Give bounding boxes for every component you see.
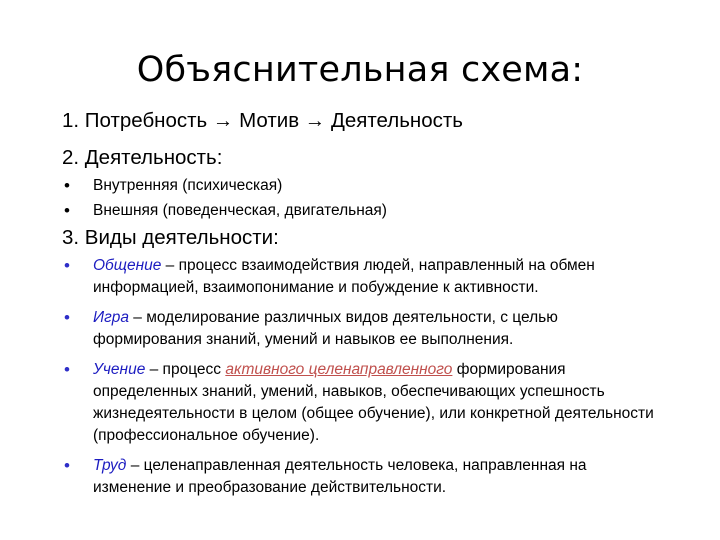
bullet-icon: • [64, 456, 70, 475]
definition-communication: – процесс взаимодействия людей, направленный на обмен информацией, взаимопонимание и побуждение к активности. [93, 257, 595, 296]
term-communication: Общение [93, 257, 162, 274]
list-item-text: Внутренняя (психическая) [93, 177, 283, 194]
bullet-icon: • [64, 256, 70, 275]
definition-play: – моделирование различных видов деятельности, с целью формирования знаний, умений и навыков ее выполнения. [93, 309, 558, 348]
list-item-communication [62, 255, 662, 299]
activity-kinds-list [62, 175, 662, 222]
bullet-icon: • [64, 201, 70, 220]
list-item [62, 175, 662, 197]
slide-title: Объяснительная схема: [136, 50, 584, 90]
definition-learning-prefix: – процесс [145, 361, 226, 378]
bullet-icon: • [64, 176, 70, 195]
bullet-icon: • [64, 308, 70, 327]
list-item-text: Внешняя (поведенческая, двигательная) [93, 202, 387, 219]
section-3-heading: 3. Виды деятельности: [62, 226, 279, 249]
hyperlink-active-purposeful[interactable]: активного целенаправленного [225, 361, 453, 378]
bullet-icon: • [64, 360, 70, 379]
term-work: Труд [93, 457, 127, 474]
list-item-learning [62, 359, 662, 447]
section-2-heading: 2. Деятельность: [62, 146, 223, 169]
definition-work: – целенаправленная деятельность человека, направленная на изменение и преобразование действительности. [93, 457, 587, 496]
list-item-play [62, 307, 662, 351]
slide-content [62, 108, 662, 507]
definition-learning: формирования определенных знаний, умений, навыков, обеспечивающих успешность жизнедеятельности в целом (общее обучение), или конкретной деятельности (профессиональное обучение). [93, 361, 654, 444]
list-item [62, 200, 662, 222]
section-1-heading: 1. Потребность → Мотив → Деятельность [62, 109, 463, 132]
term-learning: Учение [93, 361, 146, 378]
list-item-work [62, 455, 662, 499]
activity-types-list [62, 255, 662, 499]
term-play: Игра [93, 309, 129, 326]
